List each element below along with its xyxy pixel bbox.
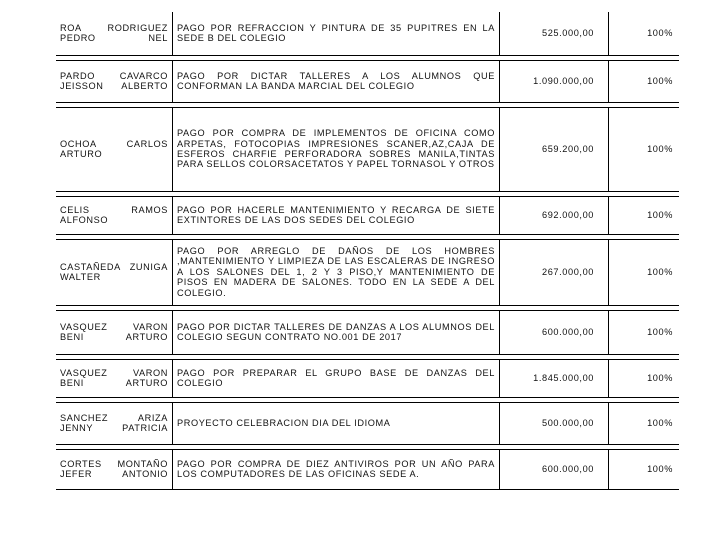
- payment-concept: PAGO POR ARREGLO DE DAÑOS DE LOS HOMBRES ,MANTENIMIENTO Y LIMPIEZA DE LAS ESCALERAS DE INGRESO A LOS SALONES DEL 1, 2 Y 3 PISO,Y MANTENIMIENTO DE PISOS EN MADERA DE SALONES. TODO EN LA SEDE A DEL COLEGIO.: [173, 239, 500, 305]
- payment-percent: 100%: [609, 107, 680, 191]
- payment-value: 1.845.000,00: [500, 359, 609, 397]
- beneficiary-name: ROA RODRIGUEZ PEDRO NEL: [56, 12, 173, 55]
- payment-percent: 100%: [609, 196, 680, 234]
- payment-percent: 100%: [609, 310, 680, 354]
- payment-value: 600.000,00: [500, 449, 609, 489]
- payment-value: 525.000,00: [500, 12, 609, 55]
- table-row: [56, 107, 679, 191]
- beneficiary-name: CORTES MONTAÑO JEFER ANTONIO: [56, 449, 173, 489]
- payment-concept: PAGO POR COMPRA DE DIEZ ANTIVIROS POR UN AÑO PARA LOS COMPUTADORES DE LAS OFICINAS SEDE A.: [173, 449, 500, 489]
- beneficiary-name: OCHOA CARLOS ARTURO: [56, 107, 173, 191]
- beneficiary-name: CELIS RAMOS ALFONSO: [56, 196, 173, 234]
- table-row: [56, 196, 679, 234]
- payment-concept: PROYECTO CELEBRACION DIA DEL IDIOMA: [173, 402, 500, 444]
- table-row: [56, 310, 679, 354]
- beneficiary-name: VASQUEZ VARON BENI ARTURO: [56, 359, 173, 397]
- table-row: [56, 60, 679, 102]
- table-row: [56, 12, 679, 55]
- table-row: [56, 359, 679, 397]
- payment-concept: PAGO POR COMPRA DE IMPLEMENTOS DE OFICINA COMO ARPETAS, FOTOCOPIAS IMPRESIONES SCANER,AZ,CAJA DE ESFEROS CHARFIE PERFORADORA SOBRES MANILA,TINTAS PARA SELLOS COLORSACETATOS Y PAPEL TORNASOL Y OTROS: [173, 107, 500, 191]
- payment-percent: 100%: [609, 239, 680, 305]
- payment-value: 692.000,00: [500, 196, 609, 234]
- payment-percent: 100%: [609, 359, 680, 397]
- table-row: [56, 402, 679, 444]
- beneficiary-name: PARDO CAVARCO JEISSON ALBERTO: [56, 60, 173, 102]
- payment-concept: PAGO POR HACERLE MANTENIMIENTO Y RECARGA DE SIETE EXTINTORES DE LAS DOS SEDES DEL COLEGIO: [173, 196, 500, 234]
- payment-concept: PAGO POR PREPARAR EL GRUPO BASE DE DANZAS DEL COLEGIO: [173, 359, 500, 397]
- payment-percent: 100%: [609, 60, 680, 102]
- beneficiary-name: VASQUEZ VARON BENI ARTURO: [56, 310, 173, 354]
- table-row: [56, 239, 679, 305]
- payments-table: [56, 12, 679, 490]
- table-row: [56, 449, 679, 489]
- payment-value: 600.000,00: [500, 310, 609, 354]
- payment-concept: PAGO POR REFRACCION Y PINTURA DE 35 PUPITRES EN LA SEDE B DEL COLEGIO: [173, 12, 500, 55]
- payment-percent: 100%: [609, 12, 680, 55]
- payment-value: 500.000,00: [500, 402, 609, 444]
- payment-concept: PAGO POR DICTAR TALLERES DE DANZAS A LOS ALUMNOS DEL COLEGIO SEGUN CONTRATO NO.001 DE 2017: [173, 310, 500, 354]
- payment-value: 1.090.000,00: [500, 60, 609, 102]
- payment-percent: 100%: [609, 402, 680, 444]
- payment-percent: 100%: [609, 449, 680, 489]
- payments-sheet: [56, 12, 676, 490]
- beneficiary-name: SANCHEZ ARIZA JENNY PATRICIA: [56, 402, 173, 444]
- beneficiary-name: CASTAÑEDA ZUNIGA WALTER: [56, 239, 173, 305]
- payment-value: 267.000,00: [500, 239, 609, 305]
- payment-concept: PAGO POR DICTAR TALLERES A LOS ALUMNOS QUE CONFORMAN LA BANDA MARCIAL DEL COLEGIO: [173, 60, 500, 102]
- payment-value: 659.200,00: [500, 107, 609, 191]
